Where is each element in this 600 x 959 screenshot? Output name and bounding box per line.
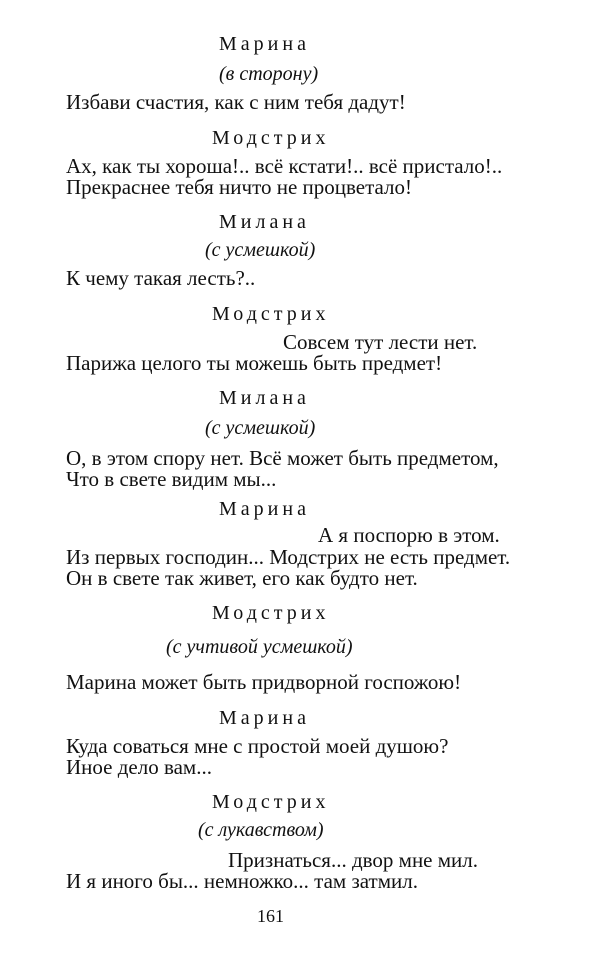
verse-line: Из первых господин... Модстрих не есть предмет. xyxy=(66,545,511,569)
speaker-name: Марина xyxy=(219,498,310,520)
verse-line: И я иного бы... немножко... там затмил. xyxy=(66,869,418,893)
verse-line: Ах, как ты хороша!.. всё кстати!.. всё пристало!.. xyxy=(66,154,503,178)
stage-direction: (с лукавством) xyxy=(198,819,324,841)
speaker-name: Модстрих xyxy=(212,791,330,813)
verse-line: Он в свете так живет, его как будто нет. xyxy=(66,566,418,590)
verse-line: Куда соваться мне с простой моей душою? xyxy=(66,734,449,758)
verse-line: О, в этом спору нет. Всё может быть предметом, xyxy=(66,446,499,470)
speaker-name: Марина xyxy=(219,33,310,55)
verse-line: А я поспорю в этом. xyxy=(318,523,500,547)
speaker-name: Милана xyxy=(219,211,310,233)
speaker-name: Модстрих xyxy=(212,602,330,624)
speaker-name: Модстрих xyxy=(212,127,330,149)
stage-direction: (в сторону) xyxy=(219,63,319,85)
speaker-name: Модстрих xyxy=(212,303,330,325)
speaker-name: Милана xyxy=(219,387,310,409)
stage-direction: (с усмешкой) xyxy=(205,417,316,439)
verse-line: Избави счастия, как с ним тебя дадут! xyxy=(66,90,406,114)
page-number: 161 xyxy=(257,906,284,926)
stage-direction: (с учтивой усмешкой) xyxy=(166,636,353,658)
stage-direction: (с усмешкой) xyxy=(205,239,316,261)
verse-line: Марина может быть придворной госпожою! xyxy=(66,670,462,694)
speaker-name: Марина xyxy=(219,707,310,729)
verse-line: Прекраснее тебя ничто не процветало! xyxy=(66,175,413,199)
verse-line: К чему такая лесть?.. xyxy=(66,266,256,290)
verse-line: Что в свете видим мы... xyxy=(66,467,277,491)
verse-line: Признаться... двор мне мил. xyxy=(228,848,479,872)
verse-line: Совсем тут лести нет. xyxy=(283,330,478,354)
verse-line: Иное дело вам... xyxy=(66,755,212,779)
verse-line: Парижа целого ты можешь быть предмет! xyxy=(66,351,443,375)
